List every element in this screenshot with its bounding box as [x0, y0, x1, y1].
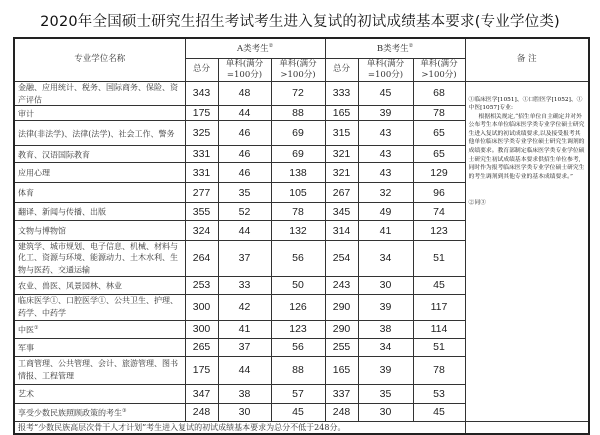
score-a-2: 126	[271, 294, 325, 320]
score-b-2: 123	[413, 221, 465, 241]
score-b-1: 39	[358, 294, 413, 320]
score-b-1: 49	[358, 203, 413, 221]
score-b-1: 39	[358, 356, 413, 384]
notes-line-3: ②同③	[468, 200, 486, 207]
major-name: 教育、汉语国际教育	[14, 146, 185, 163]
score-b-2: 65	[413, 121, 465, 146]
score-b-0: 345	[325, 203, 358, 221]
score-b-0: 254	[325, 241, 358, 277]
score-a-1: 44	[218, 106, 271, 121]
score-a-0: 331	[185, 146, 218, 163]
score-b-0: 314	[325, 221, 358, 241]
major-name: 享受少数民族照顾政策的考生③	[14, 403, 185, 421]
score-a-1: 37	[218, 241, 271, 277]
score-a-2: 72	[271, 81, 325, 106]
score-b-2: 129	[413, 163, 465, 183]
score-a-0: 343	[185, 81, 218, 106]
score-b-2: 53	[413, 384, 465, 403]
score-a-0: 175	[185, 356, 218, 384]
score-a-1: 41	[218, 320, 271, 338]
score-b-0: 243	[325, 276, 358, 294]
major-name: 审计	[14, 106, 185, 121]
score-b-0: 267	[325, 183, 358, 203]
score-a-1: 30	[218, 403, 271, 421]
score-b-2: 96	[413, 183, 465, 203]
footer-note: 报考“少数民族高层次骨干人才计划”考生进入复试的初试成绩基本要求为总分不低于248分。	[14, 421, 465, 434]
score-a-2: 45	[271, 403, 325, 421]
score-a-0: 300	[185, 294, 218, 320]
score-b-2: 74	[413, 203, 465, 221]
score-b-0: 321	[325, 163, 358, 183]
score-a-2: 69	[271, 121, 325, 146]
major-name: 法律(非法学)、法律(法学)、社会工作、警务	[14, 121, 185, 146]
score-a-1: 42	[218, 294, 271, 320]
score-a-1: 46	[218, 163, 271, 183]
score-b-0: 248	[325, 403, 358, 421]
notes-line-2: 根据相关规定,“招生单位自主确定并对外公布考生本单位临床医学类专业学位硕士研究生进入复试的初试成绩要求,以及接受报考其他单位临床医学类专业学位硕士研究生调剂的成绩要求。教育部制定临床医学类专业学位硕士研究生初试成绩基本要求供招生单位参考,同时作为报考临床医学类专业学位硕士研究生的考生调剂到其他专业的基本成绩要求。”	[468, 113, 585, 180]
score-a-2: 69	[271, 146, 325, 163]
score-b-0: 337	[325, 384, 358, 403]
score-b-1: 34	[358, 241, 413, 277]
score-a-2: 50	[271, 276, 325, 294]
score-b-0: 165	[325, 356, 358, 384]
major-name: 工商管理、公共管理、会计、旅游管理、图书情报、工程管理	[14, 356, 185, 384]
score-b-2: 65	[413, 146, 465, 163]
score-a-2: 57	[271, 384, 325, 403]
score-b-1: 30	[358, 276, 413, 294]
score-a-1: 44	[218, 221, 271, 241]
score-b-1: 39	[358, 106, 413, 121]
score-a-0: 277	[185, 183, 218, 203]
header-b-single-gt100: 单科(满分>100分)	[413, 58, 465, 81]
score-b-1: 43	[358, 146, 413, 163]
header-a-single-gt100: 单科(满分>100分)	[271, 58, 325, 81]
score-b-2: 78	[413, 356, 465, 384]
score-b-0: 290	[325, 294, 358, 320]
score-a-0: 325	[185, 121, 218, 146]
score-a-2: 56	[271, 241, 325, 277]
major-name: 应用心理	[14, 163, 185, 183]
score-a-2: 132	[271, 221, 325, 241]
score-a-0: 347	[185, 384, 218, 403]
score-b-2: 45	[413, 403, 465, 421]
notes-line-1: ①临床医学[1051]、①口腔医学[1052]、①中医[1057]专业:	[468, 96, 583, 112]
score-b-0: 333	[325, 81, 358, 106]
score-b-1: 34	[358, 338, 413, 356]
header-b-single-eq100: 单科(满分=100分)	[358, 58, 413, 81]
header-b-total: 总分	[325, 58, 358, 81]
score-b-1: 30	[358, 403, 413, 421]
score-a-0: 324	[185, 221, 218, 241]
score-a-1: 38	[218, 384, 271, 403]
header-major-name: 专业学位名称	[14, 38, 185, 81]
score-a-0: 264	[185, 241, 218, 277]
score-a-0: 265	[185, 338, 218, 356]
major-name: 军事	[14, 338, 185, 356]
major-name: 金融、应用统计、税务、国际商务、保险、资产评估	[14, 81, 185, 106]
score-b-0: 165	[325, 106, 358, 121]
score-a-2: 138	[271, 163, 325, 183]
score-a-1: 46	[218, 121, 271, 146]
score-b-2: 51	[413, 241, 465, 277]
score-a-0: 248	[185, 403, 218, 421]
major-name: 体育	[14, 183, 185, 203]
score-b-2: 51	[413, 338, 465, 356]
score-a-0: 331	[185, 163, 218, 183]
score-b-2: 78	[413, 106, 465, 121]
score-a-0: 300	[185, 320, 218, 338]
page-title: 2020年全国硕士研究生招生考试考生进入复试的初试成绩基本要求(专业学位类)	[40, 14, 560, 30]
score-a-0: 355	[185, 203, 218, 221]
score-b-1: 35	[358, 384, 413, 403]
major-name: 临床医学①、口腔医学①、公共卫生、护理、药学、中药学	[14, 294, 185, 320]
score-a-1: 35	[218, 183, 271, 203]
score-a-0: 175	[185, 106, 218, 121]
score-a-2: 105	[271, 183, 325, 203]
score-b-0: 290	[325, 320, 358, 338]
table-row	[14, 81, 589, 106]
header-a-single-eq100: 单科(满分=100分)	[218, 58, 271, 81]
score-b-1: 38	[358, 320, 413, 338]
major-name: 农业、兽医、风景园林、林业	[14, 276, 185, 294]
header-a-total: 总分	[185, 58, 218, 81]
score-a-2: 78	[271, 203, 325, 221]
score-a-0: 253	[185, 276, 218, 294]
score-a-1: 52	[218, 203, 271, 221]
score-a-2: 88	[271, 356, 325, 384]
score-a-1: 46	[218, 146, 271, 163]
major-name: 中医①	[14, 320, 185, 338]
score-b-1: 45	[358, 81, 413, 106]
score-b-1: 43	[358, 121, 413, 146]
major-name: 艺术	[14, 384, 185, 403]
score-b-0: 315	[325, 121, 358, 146]
score-b-2: 117	[413, 294, 465, 320]
header-group-b: B类考生②	[325, 38, 465, 58]
score-b-2: 45	[413, 276, 465, 294]
score-a-1: 44	[218, 356, 271, 384]
score-b-2: 68	[413, 81, 465, 106]
score-a-1: 48	[218, 81, 271, 106]
score-b-2: 114	[413, 320, 465, 338]
score-a-1: 33	[218, 276, 271, 294]
major-name: 建筑学、城市规划、电子信息、机械、材料与化工、资源与环境、能源动力、土木水利、生物与医药、交通运输	[14, 241, 185, 277]
score-b-1: 43	[358, 163, 413, 183]
major-name: 文物与博物馆	[14, 221, 185, 241]
score-b-1: 41	[358, 221, 413, 241]
score-a-2: 88	[271, 106, 325, 121]
score-requirements-table	[13, 37, 590, 435]
score-a-1: 37	[218, 338, 271, 356]
score-a-2: 123	[271, 320, 325, 338]
major-name: 翻译、新闻与传播、出版	[14, 203, 185, 221]
header-group-a: A类考生②	[185, 38, 325, 58]
header-notes: 备 注	[465, 38, 589, 81]
score-b-0: 321	[325, 146, 358, 163]
score-b-0: 255	[325, 338, 358, 356]
notes-cell	[465, 81, 589, 421]
score-a-2: 56	[271, 338, 325, 356]
score-b-1: 32	[358, 183, 413, 203]
